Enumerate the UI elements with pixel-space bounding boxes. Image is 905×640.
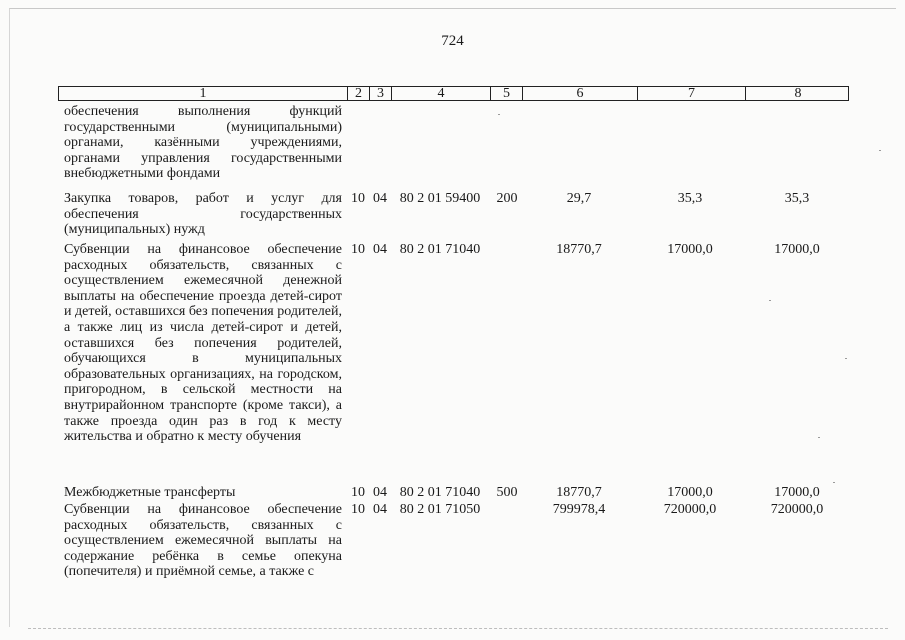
header-col-4: 4 — [391, 87, 490, 100]
row-target-code: 80 2 01 71050 — [399, 502, 481, 517]
row-section: 10 — [351, 242, 365, 257]
row-subsection: 04 — [373, 485, 387, 500]
page-number: 724 — [441, 33, 464, 49]
header-col-7: 7 — [637, 87, 745, 100]
header-col-8: 8 — [745, 87, 850, 100]
row-subsection: 04 — [373, 191, 387, 206]
row-target-code: 80 2 01 71040 — [399, 485, 481, 500]
row-expense-type: 500 — [496, 485, 518, 500]
row-amount-1: 29,7 — [566, 191, 592, 206]
row-description: Межбюджетные трансферты — [64, 485, 236, 500]
row-description: обеспечения выполнения функций государственными (муниципальными) органами, казёнными учреждениями, органами управления государственными внебюджетными фондами — [64, 104, 342, 182]
row-description: Закупка товаров, работ и услуг для обеспечения государственных (муниципальных) нужд — [64, 191, 342, 238]
row-amount-2: 35,3 — [677, 191, 703, 206]
header-col-6: 6 — [522, 87, 637, 100]
row-subsection: 04 — [373, 502, 387, 517]
row-amount-1: 18770,7 — [556, 485, 602, 500]
row-amount-3: 17000,0 — [774, 485, 820, 500]
row-amount-1: 18770,7 — [556, 242, 602, 257]
scan-speck — [833, 482, 835, 483]
row-amount-3: 720000,0 — [770, 502, 824, 517]
header-col-2: 2 — [347, 87, 369, 100]
row-amount-3: 17000,0 — [774, 242, 820, 257]
scan-speck — [879, 150, 881, 151]
row-amount-2: 720000,0 — [663, 502, 717, 517]
scan-speck — [818, 437, 820, 438]
row-target-code: 80 2 01 71040 — [399, 242, 481, 257]
row-expense-type: 200 — [496, 191, 518, 206]
row-subsection: 04 — [373, 242, 387, 257]
header-col-3: 3 — [369, 87, 391, 100]
scan-speck — [845, 358, 847, 359]
row-target-code: 80 2 01 59400 — [399, 191, 481, 206]
row-description: Субвенции на финансовое обеспечение расходных обязательств, связанных с осуществлением ежемесячной денежной выплаты на обеспечение проезда детей-сирот и детей, оставшихся без попечения родителей, а также лиц из числа детей-сирот и детей, оставшихся без попечения родителей, обучающихся в муниципальных образовательных организациях, на городском, пригородном, в сельской местности на внутрирайонном транспорте (кроме такси), а также проезда один раз в год к месту жительства и обратно к месту обучения — [64, 242, 342, 445]
row-section: 10 — [351, 485, 365, 500]
row-amount-2: 17000,0 — [667, 242, 713, 257]
header-col-1: 1 — [199, 86, 207, 101]
row-amount-2: 17000,0 — [667, 485, 713, 500]
scan-speck — [498, 114, 500, 115]
header-col-5: 5 — [490, 87, 522, 100]
row-section: 10 — [351, 502, 365, 517]
row-amount-1: 799978,4 — [552, 502, 606, 517]
row-amount-3: 35,3 — [784, 191, 810, 206]
row-section: 10 — [351, 191, 365, 206]
row-description: Субвенции на финансовое обеспечение расходных обязательств, связанных с осуществлением ежемесячной выплаты на содержание ребёнка в семье опекуна (попечителя) и приёмной семье, а также с — [64, 502, 342, 580]
scan-speck — [769, 300, 771, 301]
